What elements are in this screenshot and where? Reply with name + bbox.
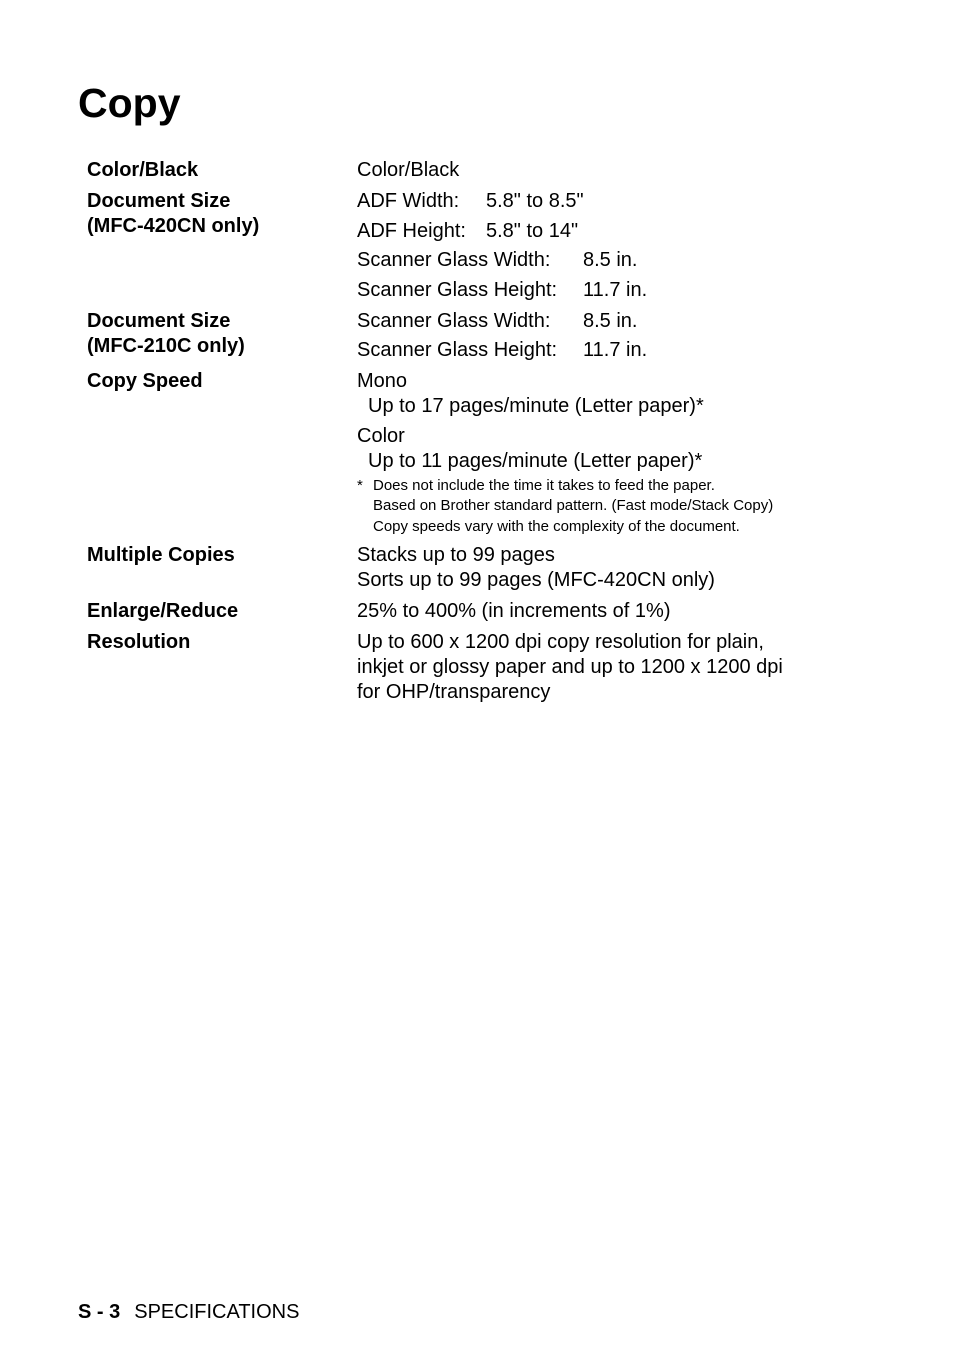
spec-label: Color/Black	[87, 159, 199, 181]
scanner-glass-width: Scanner Glass Width: 8.5 in.	[357, 249, 638, 271]
adf-height: ADF Height: 5.8" to 14"	[357, 219, 579, 242]
spec-value: Color/Black	[357, 159, 460, 181]
spec-value: Mono Up to 17 pages/minute (Letter paper)* Color Up to 11 pages/minute (Letter paper)* * Does not include the time it takes to feed the paper. Based on Brother standard pattern. (Fast mode/Stack Copy) Copy speeds vary with the complexity of the document.	[357, 369, 847, 537]
spec-value	[357, 309, 847, 364]
spec-value	[357, 189, 847, 303]
page-title: Copy	[78, 80, 181, 126]
spec-label: Document Size (MFC-210C only)	[87, 309, 245, 357]
spec-label: Copy Speed	[87, 370, 203, 392]
spec-row-copy-speed	[87, 369, 847, 537]
spec-row-resolution	[87, 630, 847, 705]
spec-label: Document Size (MFC-420CN only)	[87, 190, 260, 237]
spec-row-enlarge-reduce	[87, 599, 847, 624]
scanner-glass-width: Scanner Glass Width: 8.5 in.	[357, 309, 638, 332]
page-footer	[78, 1300, 299, 1325]
spec-label: Resolution	[87, 631, 191, 653]
page-number: S - 3	[78, 1301, 121, 1323]
spec-row-document-size-210c	[87, 309, 847, 364]
spec-value: Up to 600 x 1200 dpi copy resolution for plain, inkjet or glossy paper and up to 1200 x 1200 dpi for OHP/transparency	[357, 631, 783, 703]
spec-label: Enlarge/Reduce	[87, 600, 239, 622]
spec-value: 25% to 400% (in increments of 1%)	[357, 600, 671, 622]
section-name: SPECIFICATIONS	[134, 1301, 300, 1323]
scanner-glass-height: Scanner Glass Height: 11.7 in.	[357, 339, 648, 361]
spec-value: Stacks up to 99 pages Sorts up to 99 pages (MFC-420CN only)	[357, 544, 715, 591]
scanner-glass-height: Scanner Glass Height: 11.7 in.	[357, 278, 648, 301]
spec-row-document-size-420cn	[87, 189, 847, 303]
spec-label: Multiple Copies	[87, 544, 235, 566]
spec-table	[87, 158, 847, 711]
spec-row-multiple-copies	[87, 543, 847, 593]
adf-width: ADF Width: 5.8" to 8.5"	[357, 190, 584, 212]
spec-row-color-black	[87, 158, 847, 183]
copy-speed-footnote: * Does not include the time it takes to feed the paper. Based on Brother standard pattern. (Fast mode/Stack Copy) Copy speeds vary with the complexity of the document.	[357, 476, 774, 535]
